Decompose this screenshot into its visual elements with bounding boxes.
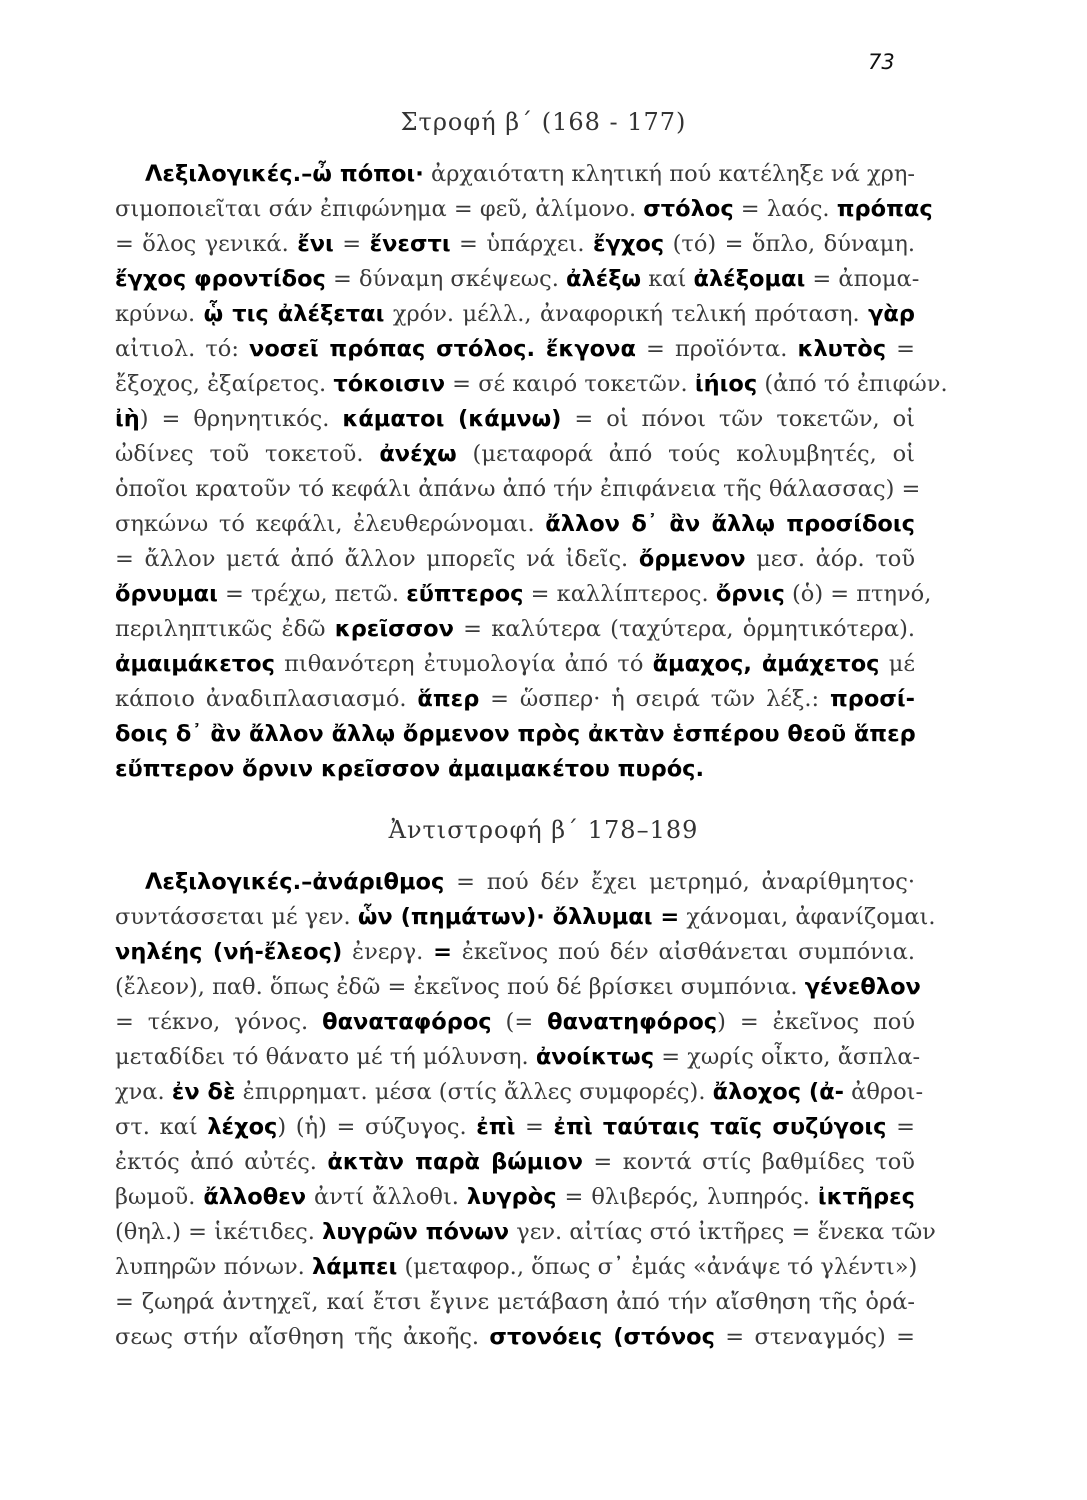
gloss-text: (μεταφορ., ὅπως σ᾽ ἐμάς «ἀνάψε τό γλέντι») xyxy=(397,1254,918,1280)
lemma-term: ἄλλον δ᾽ ἂν ἄλλῳ προσίδοις xyxy=(545,511,915,537)
text-line xyxy=(115,1145,915,1180)
text-line xyxy=(115,1180,915,1215)
gloss-text: ὠδίνες τοῦ τοκετοῦ. xyxy=(115,441,380,467)
gloss-text: μέ xyxy=(879,651,916,677)
gloss-text: ὁποῖοι κρατοῦν τό κεφάλι ἀπάνω ἀπό τήν ἐπιφάνεια τῆς θάλασσας) = xyxy=(115,476,921,502)
gloss-text: = ἄλλον μετά ἀπό ἄλλον μπορεῖς νά ἰδεῖς. xyxy=(115,546,639,572)
gloss-text: χάνομαι, ἀφανίζομαι. xyxy=(679,904,936,930)
gloss-text: στ. καί xyxy=(115,1114,208,1140)
text-line xyxy=(115,970,921,1005)
text-line xyxy=(115,332,915,367)
text-line xyxy=(115,542,915,577)
gloss-text: ) = θρηνητικός. xyxy=(139,406,343,432)
gloss-text: πιθανότερη ἐτυμολογία ἀπό τό xyxy=(274,651,653,677)
lemma-term: ἄμαχος, ἀμάχετος xyxy=(652,651,880,677)
lemma-term: ἰὴ xyxy=(115,406,140,432)
lemma-term: ἄλοχος (ἀ- xyxy=(712,1079,844,1105)
text-line xyxy=(115,1250,918,1285)
section-heading-antistrophe: Ἀντιστροφή β΄ 178–189 xyxy=(388,816,699,844)
lemma-term: λυγρῶν πόνων xyxy=(322,1219,510,1245)
gloss-text: (μεταφορά ἀπό τούς κολυμβητές, οἱ xyxy=(456,441,915,467)
gloss-text: = δύναμη σκέψεως. xyxy=(325,266,567,292)
lemma-term: ἐν δὲ xyxy=(171,1079,236,1105)
gloss-text: (τό) = ὅπλο, δύναμη. xyxy=(664,231,915,257)
lemma-term: γένεθλον xyxy=(804,974,921,1000)
text-line xyxy=(115,577,932,612)
gloss-text: συντάσσεται μέ γεν. xyxy=(115,904,358,930)
gloss-text: μεταδίδει τό θάνατο μέ τή μόλυνση. xyxy=(115,1044,536,1070)
lemma-term: ἅπερ xyxy=(417,686,480,712)
gloss-text: = ζωηρά ἀντηχεῖ, καί ἔτσι ἔγινε μετάβαση ἀπό τήν αἴσθηση τῆς ὁρά- xyxy=(115,1289,915,1315)
lemma-term: κρεῖσσον xyxy=(334,616,454,642)
text-line xyxy=(115,507,915,542)
lemma-term: στονόεις (στόνος xyxy=(489,1324,715,1350)
gloss-text: ) = ἐκεῖνος πού xyxy=(717,1009,916,1035)
gloss-text: περιληπτικῶς ἐδῶ xyxy=(115,616,335,642)
gloss-text: ἐπιρρηματ. μέσα (στίς ἄλλες συμφορές). xyxy=(235,1079,713,1105)
gloss-text: γεν. αἰτίας στό ἰκτῆρες = ἕνεκα τῶν xyxy=(509,1219,936,1245)
text-line xyxy=(115,227,915,262)
gloss-text: σεως στήν αἴσθηση τῆς ἀκοῆς. xyxy=(115,1324,490,1350)
text-line xyxy=(115,647,915,682)
gloss-text: = ὑπάρχει. xyxy=(450,231,593,257)
gloss-text: ἀθροι- xyxy=(844,1079,924,1105)
text-line xyxy=(115,262,920,297)
text-line xyxy=(115,297,915,332)
gloss-text: βωμοῦ. xyxy=(115,1184,204,1210)
gloss-text: = προϊόντα. xyxy=(635,336,798,362)
lemma-term: ἀμαιμάκετος xyxy=(115,651,275,677)
lemma-term: ἔνεστι xyxy=(369,231,451,257)
text-line xyxy=(115,1075,924,1110)
gloss-text: = ὅλος γενικά. xyxy=(115,231,298,257)
lemma-term: ὄρνυμαι xyxy=(115,581,218,607)
lemma-term: θανατηφόρος xyxy=(547,1009,718,1035)
lemma-term: λέχος xyxy=(207,1114,278,1140)
gloss-text: = κοντά στίς βαθμίδες τοῦ xyxy=(582,1149,915,1175)
gloss-text: = τέκνο, γόνος. xyxy=(115,1009,323,1035)
gloss-text: ἔξοχος, ἐξαίρετος. xyxy=(115,371,334,397)
lexicon-block-strophe xyxy=(115,157,948,787)
lemma-term: θαναταφόρος xyxy=(322,1009,492,1035)
gloss-text: = στεναγμός) = xyxy=(714,1324,915,1350)
gloss-text: λυπηρῶν πόνων. xyxy=(115,1254,312,1280)
lemma-term: στόλος xyxy=(643,196,734,222)
lemma-term: ἀλέξω xyxy=(566,266,642,292)
lemma-term: Λεξιλογικές.–ἀνάριθμος xyxy=(145,869,445,895)
gloss-text: (= xyxy=(491,1009,548,1035)
lemma-term: νοσεῖ πρόπας στόλος. ἔκγονα xyxy=(249,336,636,362)
gloss-text: = ἀπομα- xyxy=(805,266,920,292)
lemma-term: ἔνι xyxy=(297,231,334,257)
gloss-text: = ὥσπερ· ἡ σειρά τῶν λέξ.: xyxy=(479,686,830,712)
text-line xyxy=(115,1320,915,1355)
lemma-term: ἐπὶ xyxy=(476,1114,516,1140)
text-line xyxy=(115,192,933,227)
lemma-term: κάματοι (κάμνω) xyxy=(342,406,562,432)
gloss-text: (ὁ) = πτηνό, xyxy=(784,581,932,607)
text-line xyxy=(115,1005,915,1040)
lemma-term: ἀνέχω xyxy=(379,441,457,467)
gloss-text: = xyxy=(886,336,915,362)
gloss-text: = λαός. xyxy=(733,196,837,222)
gloss-text: (θηλ.) = ἱκέτιδες. xyxy=(115,1219,323,1245)
gloss-text: ἐκτός ἀπό αὐτές. xyxy=(115,1149,328,1175)
lemma-term: κλυτὸς xyxy=(797,336,887,362)
section-heading-strophe: Στροφή β΄ (168 - 177) xyxy=(400,108,687,136)
text-line xyxy=(115,1110,915,1145)
lemma-term: Λεξιλογικές.–ὦ πόποι· xyxy=(145,161,424,187)
text-line xyxy=(115,402,915,437)
lemma-term: εὔπτερος xyxy=(406,581,524,607)
text-line xyxy=(115,935,915,970)
gloss-text: ἐνεργ. xyxy=(342,939,434,965)
lemma-term: πρόπας xyxy=(836,196,933,222)
text-line xyxy=(115,682,915,717)
lemma-term: ὄρμενον xyxy=(638,546,746,572)
lemma-term: ὄρνις xyxy=(715,581,785,607)
lemma-term: λυγρὸς xyxy=(466,1184,557,1210)
lemma-term: ἐπὶ ταύταις ταῖς συζύγοις xyxy=(553,1114,887,1140)
gloss-text: χρόν. μέλλ., ἀναφορική τελική πρόταση. xyxy=(384,301,869,327)
gloss-text: = xyxy=(333,231,370,257)
text-line xyxy=(115,1215,936,1250)
lexicon-block-antistrophe xyxy=(115,865,936,1355)
gloss-text: = χωρίς οἶκτο, ἄσπλα- xyxy=(654,1044,921,1070)
lemma-term: γὰρ xyxy=(868,301,915,327)
lemma-term: ἀλέξομαι xyxy=(693,266,806,292)
gloss-text: ἀρχαιότατη κλητική πού κατέληξε νά χρη- xyxy=(423,161,915,187)
lemma-term: νηλέης (νή-ἔλεος) xyxy=(115,939,343,965)
lemma-term: ἀνοίκτως xyxy=(535,1044,655,1070)
text-line xyxy=(115,865,915,900)
page-number: 73 xyxy=(868,50,895,74)
lemma-term: δοις δ᾽ ἂν ἄλλον ἄλλῳ ὄρμενον πρὸς ἀκτὰν ἑσπέρου θεοῦ ἅπερ xyxy=(115,721,916,747)
gloss-text: καί xyxy=(641,266,694,292)
gloss-text: = οἱ πόνοι τῶν τοκετῶν, οἱ xyxy=(561,406,915,432)
gloss-text: = xyxy=(886,1114,915,1140)
gloss-text: χνα. xyxy=(115,1079,172,1105)
gloss-text: = τρέχω, πετῶ. xyxy=(217,581,407,607)
gloss-text: ἐκεῖνος πού δέν αἰσθάνεται συμπόνια. xyxy=(451,939,915,965)
gloss-text: (ἔλεον), παθ. ὅπως ἐδῶ = ἐκεῖνος πού δέ βρίσκει συμπόνια. xyxy=(115,974,805,1000)
text-line xyxy=(115,900,936,935)
lemma-term: ἀκτὰν παρὰ βώμιον xyxy=(327,1149,583,1175)
lemma-term: ᾧ τις ἀλέξεται xyxy=(203,301,385,327)
text-line xyxy=(115,752,915,787)
lemma-term: τόκοισιν xyxy=(333,371,446,397)
text-line xyxy=(115,612,915,647)
gloss-text: (ἀπό τό ἐπιφών. xyxy=(757,371,948,397)
gloss-text: = πού δέν ἔχει μετρημό, ἀναρίθμητος· xyxy=(444,869,915,895)
text-line xyxy=(115,157,915,192)
gloss-text: σιμοποιεῖται σάν ἐπιφώνημα = φεῦ, ἀλίμονο. xyxy=(115,196,644,222)
gloss-text: κάποιο ἀναδιπλασιασμό. xyxy=(115,686,418,712)
gloss-text: = καλύτερα (ταχύτερα, ὁρμητικότερα). xyxy=(453,616,915,642)
text-line xyxy=(115,472,921,507)
text-line xyxy=(115,437,915,472)
gloss-text: = καλλίπτερος. xyxy=(523,581,716,607)
text-line xyxy=(115,1040,921,1075)
lemma-term: ὧν (πημάτων)· ὄλλυμαι = xyxy=(357,904,680,930)
lemma-term: = xyxy=(433,939,452,965)
text-line xyxy=(115,1285,915,1320)
gloss-text: κρύνω. xyxy=(115,301,204,327)
lemma-term: λάμπει xyxy=(311,1254,398,1280)
gloss-text: = θλιβερός, λυπηρός. xyxy=(556,1184,818,1210)
gloss-text: = σέ καιρό τοκετῶν. xyxy=(445,371,695,397)
gloss-text: αἰτιολ. τό: xyxy=(115,336,250,362)
lemma-term: εὔπτερον ὄρνιν κρεῖσσον ἀμαιμακέτου πυρός. xyxy=(115,756,705,782)
gloss-text: ) (ἡ) = σύζυγος. xyxy=(277,1114,477,1140)
text-line xyxy=(115,717,915,752)
lemma-term: ἔγχος xyxy=(592,231,665,257)
gloss-text: = xyxy=(515,1114,554,1140)
lemma-term: ἰήιος xyxy=(694,371,758,397)
gloss-text: σηκώνω τό κεφάλι, ἐλευθερώνομαι. xyxy=(115,511,546,537)
lemma-term: προσί- xyxy=(830,686,915,712)
gloss-text: ἀντί ἄλλοθι. xyxy=(306,1184,467,1210)
text-line xyxy=(115,367,948,402)
lemma-term: ἔγχος φροντίδος xyxy=(115,266,326,292)
lemma-term: ἰκτῆρες xyxy=(817,1184,915,1210)
gloss-text: μεσ. ἀόρ. τοῦ xyxy=(745,546,915,572)
lemma-term: ἄλλοθεν xyxy=(203,1184,307,1210)
